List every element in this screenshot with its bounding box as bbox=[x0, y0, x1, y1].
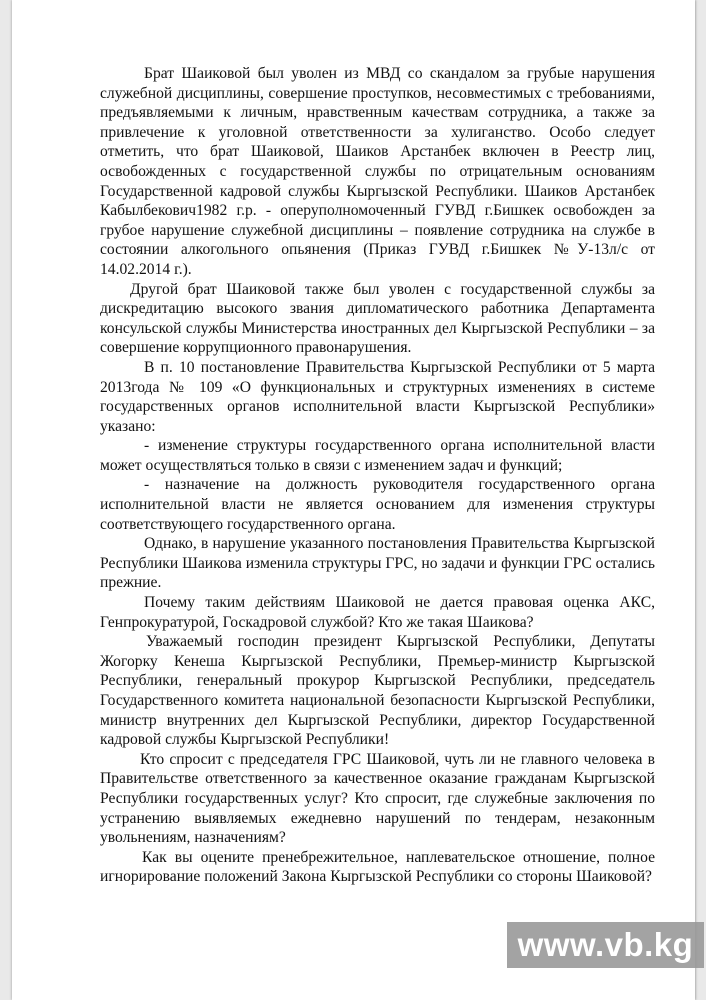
paragraph-other-brother-dismissal: Другой брат Шаиковой также был уволен с государственной службы за дискредитацию высокого звания дипломатического работника Департамента консульской службы Министерства иностранных дел Кыргызской Республики – за совершение коррупционного правонарушения. bbox=[100, 280, 655, 357]
paragraph-decree-point-appointment: - назначение на должность руководителя государственного органа исполнительной власти не является основанием для изменения структуры соответствующего государственного органа. bbox=[100, 476, 655, 533]
watermark-text: www.vb.kg bbox=[517, 926, 694, 963]
paragraph-decree-point-structure: - изменение структуры государственного органа исполнительной власти может осуществляться только в связи с изменением задач и функций; bbox=[100, 437, 655, 474]
paragraph-address-to-officials: Уважаемый господин президент Кыргызской Республики, Депутаты Жогорку Кенеша Кыргызской Республики, Премьер-министр Кыргызской Республики, генеральный прокурор Кыргызской Республики, председатель Государственного комитета национальной безопасности Кыргызской Республики, министр внутренних дел Кыргызской Республики, директор Государственной кадровой службы Кыргызской Республики! bbox=[100, 633, 655, 749]
paragraph-final-question: Как вы оцените пренебрежительное, наплевательское отношение, полное игнорирование положений Закона Кыргызской Республики со стороны Шаиковой? bbox=[100, 848, 655, 886]
paragraph-legal-assessment-question: Почему таким действиям Шаиковой не дается правовая оценка АКС, Генпрокуратурой, Госкадровой службой? Кто же такая Шаикова? bbox=[100, 594, 655, 631]
paragraph-who-will-ask: Кто спросит с председателя ГРС Шаиковой, чуть ли не главного человека в Правительстве ответственного за качественное оказание гражданам Кыргызской Республики государственных услуг? Кто спросит, где служебные заключения по устранению выявляемых ежедневно нарушений по тендерам, незаконным увольнениям, назначениям? bbox=[100, 750, 655, 847]
document-body bbox=[100, 64, 655, 887]
document-page bbox=[12, 0, 695, 1000]
watermark-badge bbox=[507, 922, 704, 968]
paragraph-grs-structure-change: Однако, в нарушение указанного постановления Правительства Кыргызской Республики Шаикова изменила структуры ГРС, но задачи и функции ГРС остались прежние. bbox=[100, 535, 655, 592]
paragraph-government-decree: В п. 10 постановление Правительства Кыргызской Республики от 5 марта 2013года № 109 «О функциональных и структурных изменениях в системе государственных органов исполнительной власти Кыргызской Республики» указано: bbox=[100, 358, 655, 435]
paragraph-brother-mvd-dismissal: Брат Шаиковой был уволен из МВД со скандалом за грубые нарушения служебной дисциплины, совершение проступков, несовместимых с требованиями, предъявляемыми к личным, нравственным качествам сотрудника, а также за привлечение к уголовной ответственности за хулиганство. Особо следует отметить, что брат Шаиковой, Шаиков Арстанбек включен в Реестр лиц, освобожденных с государственной службы по отрицательным основаниям Государственной кадровой службы Кыргызской Республики. Шаиков Арстанбек Кабылбекович1982 г.р. - оперуполномоченный ГУВД г.Бишкек освобожден за грубое нарушение служебной дисциплины – появление сотрудника на службе в состоянии алкогольного опьянения (Приказ ГУВД г.Бишкек №У-13л/с от 14.02.2014 г.). bbox=[100, 65, 655, 278]
